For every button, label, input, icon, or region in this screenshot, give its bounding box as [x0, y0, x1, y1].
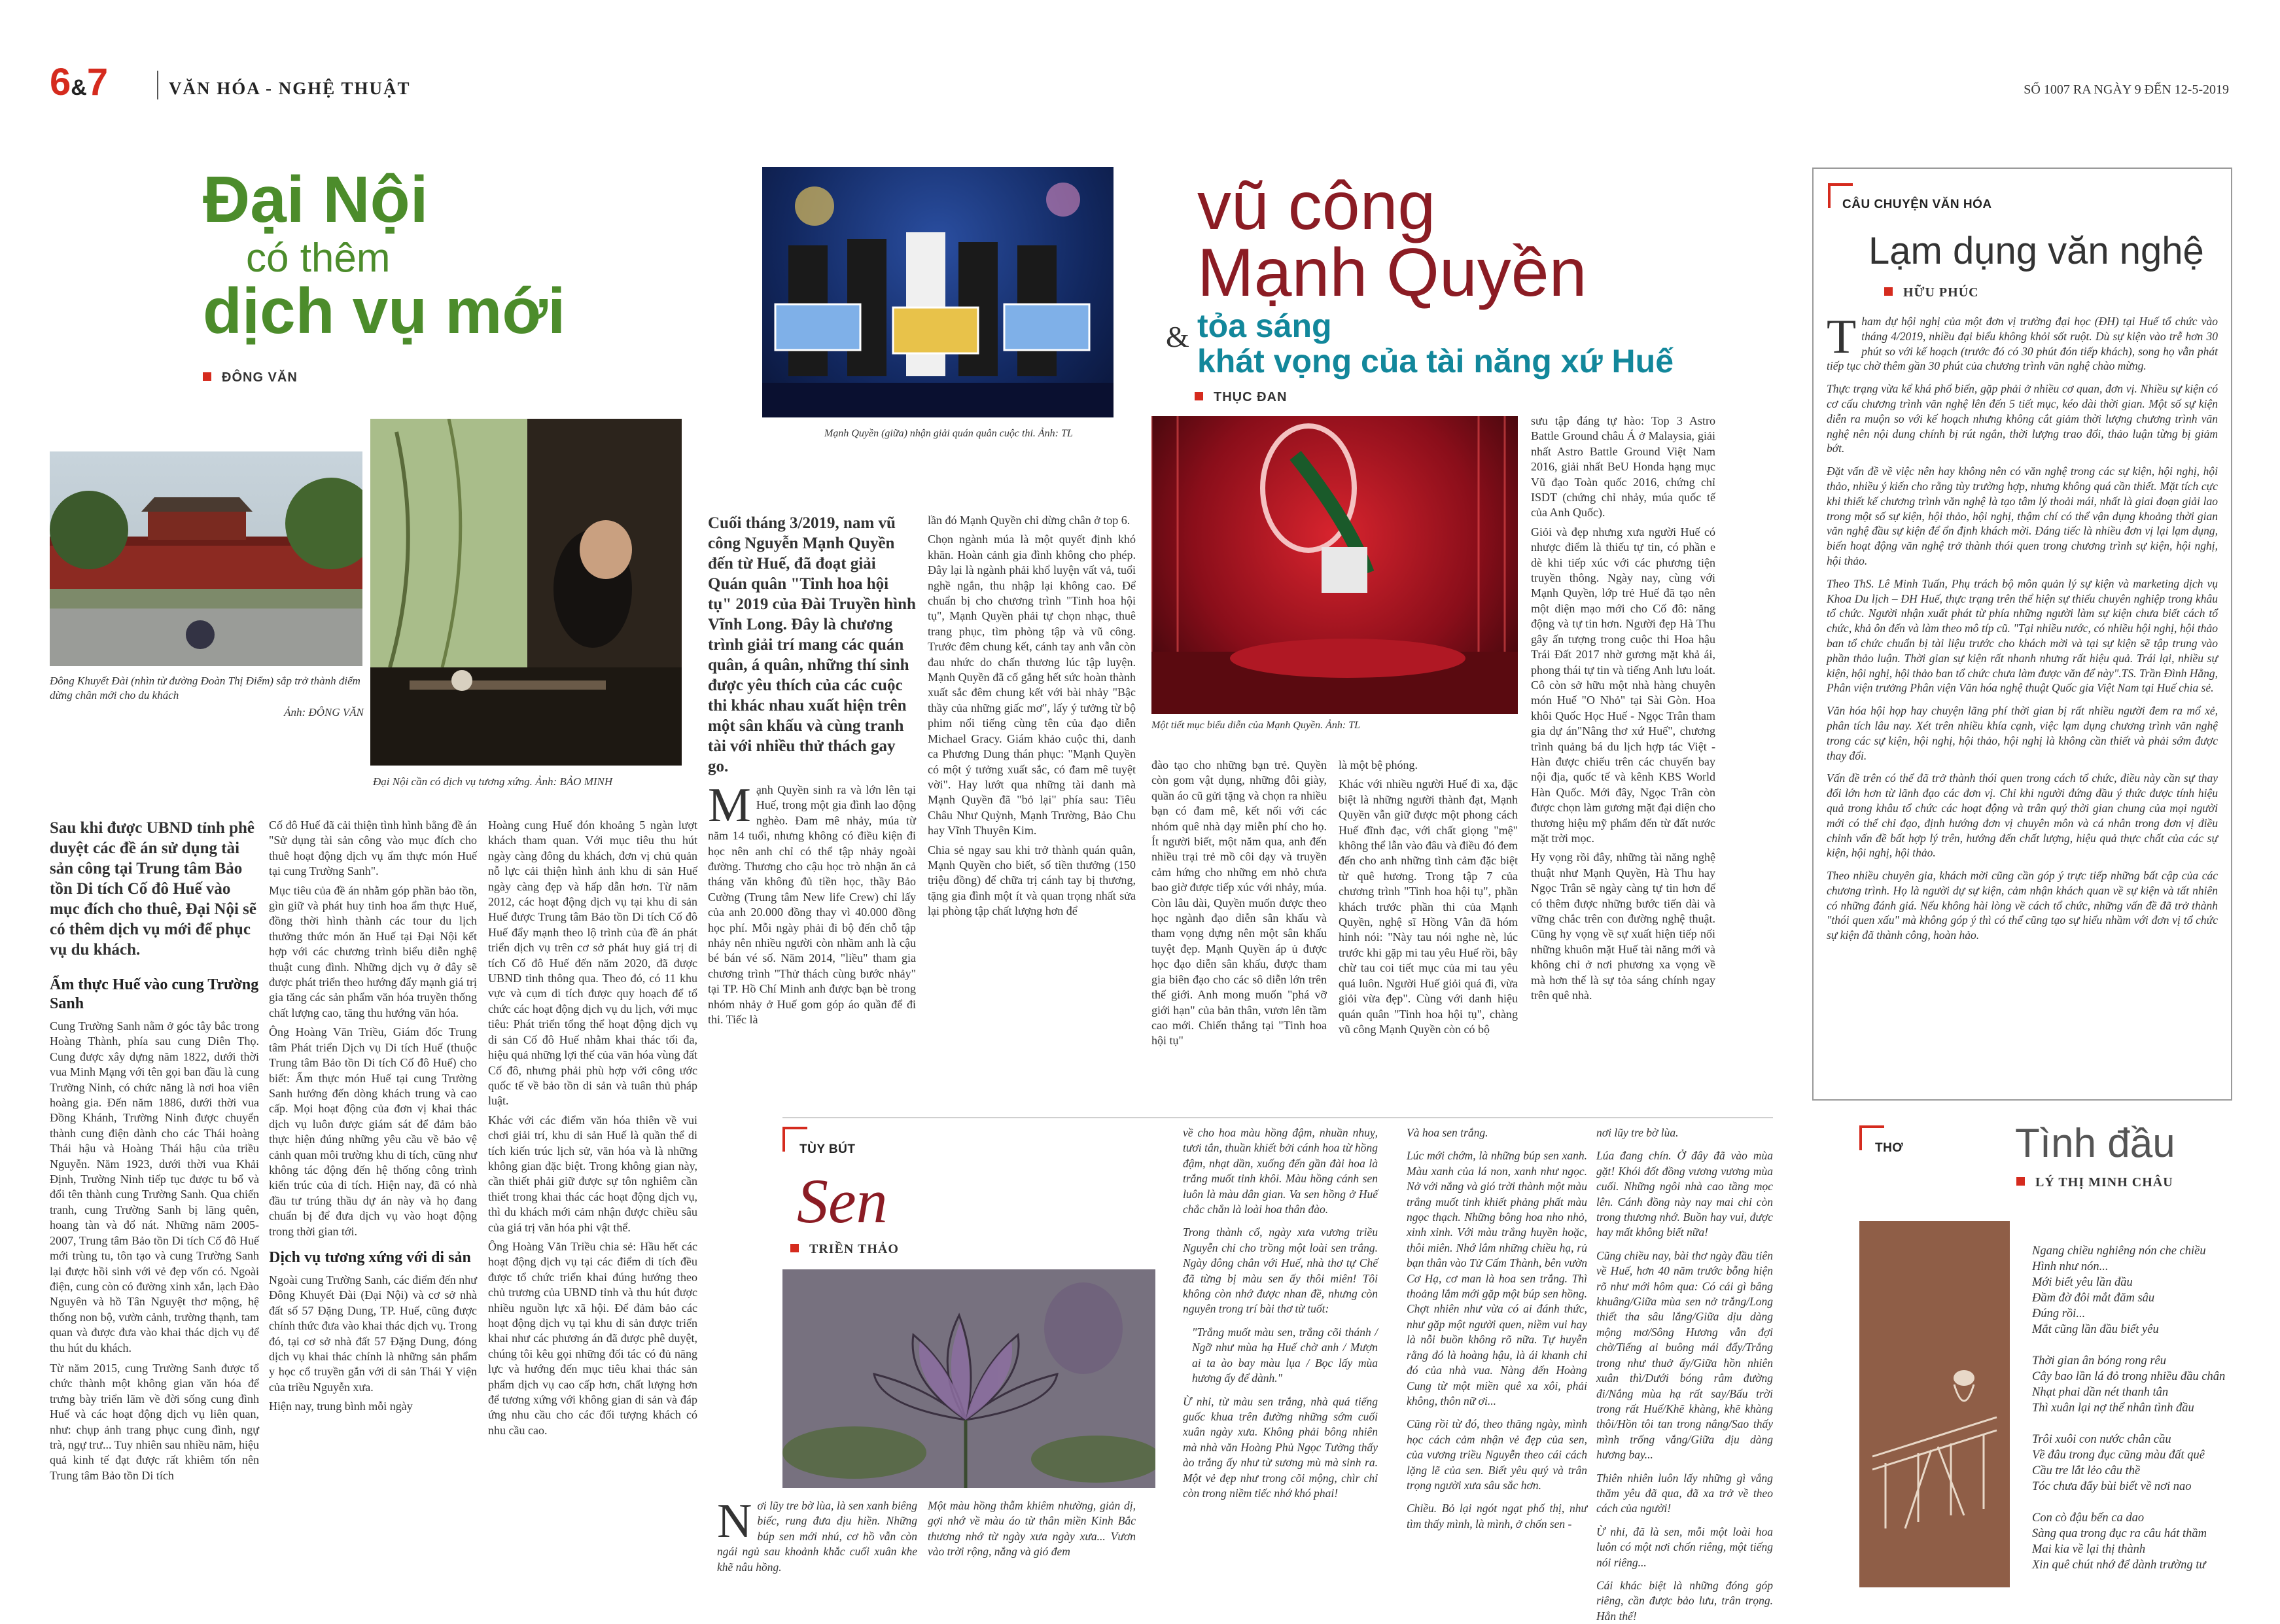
article1-col3-para2: Khác với các điểm văn hóa thiên về vui chơi giải trí, khu di sản Huế là quần thể di tích kiến trúc lịch sử, văn hóa và là những không gian đặc biệt. Trong không gian này, cần thiết phải giữ được sự tôn nghiêm cần thiết trong khai thác các hoạt động dịch vụ, thì du khách mới cảm nhận được chiều sâu của giá trị văn hóa phi vật thể.	[488, 1113, 697, 1234]
culture-box-para7: Theo nhiều chuyên gia, khách mời cũng cần góp ý trực tiếp những bất cập của các chương trình. Họ là người dự sự kiện, cảm nhận khách quan về sự kiện và tất nhiên có những đánh giá. Nếu không hài lòng về cách tổ chức, những vấn đề đã trở thành "thói quen xấu" mà không góp ý thì có thể cũng tạo sự hiểu nhầm với đơn vị tổ chức sự kiện đã thành công, hoàn hảo.	[1827, 869, 2218, 942]
article2-title-4: khát vọng của tài năng xứ Huế	[1197, 343, 1674, 380]
article2-col2-para3: Chia sẻ ngay sau khi trở thành quán quân, Mạnh Quyền cho biết, số tiền thưởng (150 triệu đồng) để chữa trị cánh tay bị thương, tặng gia đình một ít và quan trọng nhất sửa lại phòng tập chất lượng hơn để	[928, 843, 1136, 918]
article1-col3-para3: Ông Hoàng Văn Triều chia sẻ: Hầu hết các hoạt động dịch vụ tại các điểm di tích đều được tổ chức triển khai đúng hướng theo chủ trương của UBND tỉnh và thu hút được nhiều nguồn lực xã hội. Để đảm bảo các hoạt động dịch vụ tại khu di sản được triển khai như các phương án đã được phê duyệt, chúng tôi kêu gọi những đối tác có đủ năng lực và hướng đến mục tiêu khai thác sản phẩm dịch vụ cao cấp hơn, chất lượng hơn để tương xứng với không gian di sản và đáp ứng nhu cầu cho các đối tượng khách có nhu cầu cao.	[488, 1239, 697, 1437]
essay-column-2: Một màu hồng thẫm khiêm nhường, giản dị, gợi nhớ về màu áo từ thân miền Kinh Bắc thương nhớ từ ngày xưa ngày xưa... Vươn vào trời rộng, nắng và gió đem	[928, 1499, 1136, 1559]
article2-col2-para2: Chọn ngành múa là một quyết định khó khăn. Hoàn cảnh gia đình không cho phép. Đây lại là ngành phải khổ luyện vất vả, tuổi nghề ngắn, thu nhập lại không cao. Để chuẩn bị cho chương trình "Tinh hoa hội tụ", Mạnh Quyền phải tự chọn nhạc, thuê trang phục, tìm phòng tập và vũ công. Trước đêm chung kết, cánh tay anh vẫn còn đau nhức do chấn thương lúc tập luyện. Mạnh Quyền đã cố gắng hết sức hoàn thành xuất sắc đêm chung kết với bài nhảy "Bậc thầy của những giấc mơ", lấy ý tưởng từ bộ phim nổi tiếng cùng tên của đạo diễn Michael Gracy. Giám khảo cuộc thi, danh ca Phương Dung thán phục: "Mạnh Quyền có một ý tưởng xuất sắc, có đam mê tuyệt vời". Hay lướt qua những tài danh mà Mạnh Quyền đã "bỏ lại" phía sau: Tiêu Châu Như Quỳnh, Mạnh Trường, Bảo Chu hay Vĩnh Thuyên Kim.	[928, 533, 1136, 838]
article2-dropcap: M	[708, 779, 751, 832]
poem-line: Mới biết yêu lần đầu	[2032, 1276, 2133, 1289]
poem-stanza-2	[2032, 1353, 2228, 1416]
article1-author: ĐÔNG VĂN	[222, 370, 298, 385]
essay-column-1	[717, 1494, 917, 1575]
article2-col4-para2: Khác với nhiều người Huế đi xa, đặc biệt là những người thành đạt, Mạnh Quyền vẫn giữ được một phong cách Huế đĩnh đạc, với chất giọng "mệ" không thể lẫn vào đâu và điều đó đem đến cho anh những tình cảm đặc biệt từ quê hương. Trong tập 7 của chương trình "Tinh hoa hội tụ", phần khách trước phần thi của Mạnh Quyền, nghệ sĩ Hồng Vân đã hóm hỉnh nói: "Này tau nói nghe nè, lúc trước khi gặp mi tau yêu Huế rồi, bây chừ tau coi tiết mục của mi tau yêu quá luôn. Người Huế giỏi quá đi, vừa giỏi vừa đẹp". Cùng với danh hiệu quán quân "Tinh hoa hội tụ", chàng vũ công Mạnh Quyền còn có bộ	[1339, 777, 1518, 1036]
article2-column-2	[928, 513, 1136, 919]
essay-title: Sen	[797, 1166, 888, 1236]
photo-award-ceremony	[762, 167, 1114, 417]
article1-text	[50, 818, 750, 1590]
article2-column-5	[1531, 414, 1715, 1003]
essay-col3-para1: về cho hoa màu hồng đậm, nhuần nhuỵ, tươi tắn, thuần khiết bởi cánh hoa từ hồng đậm, nhạt dần, xuống đến gần đài hoa là trắng muốt tinh khôi. Màu hồng cánh sen luôn là màu dân gian. Va sen hồng ở Huế chắc chắn là loài hoa thân đào.	[1183, 1126, 1378, 1216]
essay-byline	[790, 1242, 899, 1257]
article1-column-1	[50, 818, 259, 1483]
culture-box-para4: Theo ThS. Lê Minh Tuấn, Phụ trách bộ môn quản lý sự kiện và marketing dịch vụ Khoa Du lịch – ĐH Huế, thực trạng trên thể hiện sự thiếu chuyên nghiệp trong khâu tổ chức. Người nhận xuất phát từ phía những người làm sự kiện chưa biết cách tổ chức, khả ôn đến và làm theo mô típ cũ. "Tại nhiều nước, có nhiều hội nghị, hội thảo ban tổ chức chuẩn bị tài liệu trước cho khách mời và tại sự kiện sẽ tập trung vào phần thảo luận. Thời gian sự kiện rất nhanh nhưng rất hiệu quả. Trái lại, nhiều sự kiện, hội nghị, hội thảo ban tổ chức chưa làm được văn để này".TS. Trần Đình Hằng, Phân viện trưởng Phân viện Văn hóa nghệ thuật Quốc gia Việt Nam tại Huế chia sẻ.	[1827, 576, 2218, 695]
culture-box-para6: Vấn đề trên có thể đã trở thành thói quen trong cách tổ chức, điều này cần sự thay đổi lớn hơn từ lãnh đạo các đơn vị. Chỉ khi người đứng đầu ý thức được tính hiệu quả trong khâu tổ chức các hoạt động và trân quý thời gian chung của mọi người mới có thể chỉ đạo, định hướng đơn vị chuyên môn và cá nhân trong đơn vị điều chỉnh vấn đề bất hợp lý trên, hướng đến chất lượng, hiệu quả thực chất của các sự kiện, hội nghị, hội thảo.	[1827, 771, 2218, 860]
essay-col3-poem: "Trắng muốt màu sen, trắng cõi thánh / Ngỡ như mùa hạ Huế chờ anh / Mượn ai ta ào bay màu lụa / Bọc lấy mùa hương ấy để dành."	[1192, 1325, 1378, 1385]
essay-col3-para3: Ừ nhỉ, từ màu sen trắng, nhà quá tiếng guốc khua trên đường những sớm cuối xuân ngày xưa. Không phải bông nhiên mà nhà văn Hoàng Phủ Ngọc Tường thấy ào trắng ấy như từ sương mù mà sinh ra. Một vẻ đẹp như trong cõi mộng, chìr chỉ còn trong niềm tiếc nhớ khó phai!	[1183, 1394, 1378, 1500]
article1-subhead-1: Ẩm thực Huế vào cung Trường Sanh	[50, 976, 259, 1012]
photo-dance-performance	[1151, 416, 1518, 714]
photo-dong-khuyet-dai	[50, 451, 362, 666]
photo-dance-performance-caption: Một tiết mục biểu diễn của Mạnh Quyền. Ảnh: TL	[1151, 720, 1361, 731]
culture-box-para1: ham dự hội nghị của một đơn vị trường đại học (ĐH) tại Huế tổ chức vào tháng 4/2019, nhiều đại biểu không khỏi sốt ruột. Dù sự kiện vào trễ hơn 30 phút so với kế hoạch (trước đó có 30 phút đón tiếp khách), song họ vẫn phát tiếp tục chờ thêm gần 30 phút của chương trình văn nghệ chào mừng.	[1827, 315, 2218, 373]
article2-col5-para2: Giỏi và đẹp nhưng xưa người Huế có nhược điểm là thiếu tự tin, có phần e dè khi tiếp xúc với các phương tiện truyền thông. Ngày nay, cùng với Mạnh Quyền, lớp trẻ Huế đã tạo nên một diện mạo mới cho Cố đô: năng động và tự tin hơn. Người đẹp Hà Thu gây ấn tượng trong cuộc thi Hoa hậu Trái Đất 2017 nhờ gương mặt khả ái, phong thái tự tin và tiếng Anh lưu loát. Cô còn sở hữu một nhà hàng chuyên món Huế "O Nhỏ" tại Sài Gòn. Hoa khôi Quốc Học Huế - Ngọc Trân tham gia dự án"Nâng thơ xứ Huế", chương trình quảng bá du lịch hợp tác Việt - Hàn được chiếu trên các chuyến bay nội địa, quốc tế và kênh KBS World Hàn Quốc. Mới đây, Ngọc Trân còn được chọn làm gương mặt đại diện cho thương hiệu mỹ phẩm đến từ đất nước mặt trời mọc.	[1531, 525, 1715, 845]
caption-credit: Ảnh: ĐÔNG VĂN	[284, 706, 364, 718]
poem-line: Trôi xuôi con nước chân cầu	[2032, 1433, 2171, 1446]
article1-byline	[203, 370, 298, 385]
culture-box-dropcap: T	[1827, 310, 1857, 364]
poem-stanza-1	[2032, 1243, 2228, 1337]
article2-col4-para1: là một bệ phóng.	[1339, 758, 1418, 771]
essay-author: TRIỀN THẢO	[809, 1242, 899, 1256]
byline-square-icon	[203, 372, 211, 381]
byline-square-icon	[1884, 287, 1893, 296]
article1-column-3	[488, 818, 697, 1438]
culture-box-tag: CÂU CHUYỆN VĂN HÓA	[1842, 198, 1992, 211]
article1-col2-para4: Ngoài cung Trường Sanh, các điểm đến như Đông Khuyết Đài (Đại Nội) và cơ sở nhà đất số 57 Đặng Dung, TP. Huế, cũng được chính thức đưa vào khai thác dịch vụ. Trong đó, tại cơ sở nhà đất 57 Đặng Dung, đóng dịch vụ khai thác chính là những sản phẩm y học cổ truyền gắn với di sản Thái Y viện của triều Nguyễn xưa.	[269, 1273, 477, 1394]
bridge-illustration	[1859, 1221, 2010, 1587]
poem-stanza-3	[2032, 1432, 2228, 1494]
article2-col5-para1: sưu tập đáng tự hào: Top 3 Astro Battle Ground châu Á ở Malaysia, giải nhất Astro Battle Ground Việt Nam 2016, giải nhất BeU Honda hạng mục Vũ đạo Toàn quốc 2016, chứng chỉ ISDT (chứng chỉ nhảy, múa quốc tế của Anh Quốc).	[1531, 414, 1715, 520]
article2-column-4	[1339, 758, 1518, 1037]
article2-byline	[1195, 390, 1287, 405]
article2-column-3: đào tạo cho những bạn trẻ. Quyền còn gom vật dụng, những đôi giày, quần áo cũ gửi tặng và chọn ra nhiều bạn có đam mê, kết nối với các nhóm quê nhà dạy miễn phí cho họ. Ít người biết, một năm qua, anh đến nhiều trại trẻ mồ côi dạy và truyền cảm hứng cho những em nhỏ chưa bao giờ được tiếp xúc với nhảy, múa. Còn lâu dài, Quyền muốn được theo học ngành đạo diễn sân khấu và tham vọng dựng nên một sân khấu tuyệt đẹp. Mạnh Quyền áp ủ được học đạo diễn sân khấu, được tham gia biên đạo cho các sô diễn lớn trên thế giới. Anh mong muốn "phá vỡ giới hạn" của bản thân, vươn lên tầm cao mới. Chiến thắng tại "Tinh hoa hội tụ"	[1151, 758, 1327, 1048]
poem-line: Cầu tre lắt lẻo câu thề	[2032, 1464, 2141, 1477]
poem-line: Mai kia về lại thị thành	[2032, 1543, 2146, 1556]
culture-box-para2: Thực trạng vừa kể khá phổ biến, gặp phải ở nhiều cơ quan, đơn vị. Nhiều sự kiện có cơ cấu chương trình văn nghệ lên đến 5 tiết mục, kéo dài thời gian. Một số sự kiện diễn ra muộn so với kế hoạch nhưng không cắt giảm thời lượng chương trình văn nghệ nên nội dung chính bị rút ngắn, thời lượng trao đổi, thảo luận từng bị giảm bớt.	[1827, 382, 2218, 455]
poem-line: Đúng rồi...	[2032, 1307, 2086, 1320]
article1-col2-para1: Cố đô Huế đã cải thiện tình hình bằng đề án "Sử dụng tài sản công vào mục đích cho thuê hoạt động dịch vụ ẩm thực món Huế tại cung Trường Sanh".	[269, 819, 477, 878]
poem-line: Cây bao lần lá đỏ trong nhiều đầu chân	[2032, 1370, 2226, 1383]
culture-box-para3: Đặt vấn đề về việc nên hay không nên có văn nghệ trong các sự kiện, hội nghị, hội thảo, nhiều ý kiến cho rằng tùy trường hợp, nhưng không quá cần thiết. Mặt tích cực khi thiết kế chương trình văn nghệ là tạo tâm lý thoải mái, nhất là giai đoạn giải lao trong một số sự kiện, hội thảo, hội nghị, thậm chí có thể vận dụng khoảng thời gian văn nghệ đầu sự kiện để ổn định khách mời. Đáng tiếc là nhiều đơn vị lại lạm dụng, biến hoạt động văn nghệ trở thành thói quen trong chương trình sự kiện, hội nghị, hội thảo.	[1827, 465, 2218, 567]
poem-line: Về đâu trong đục cũng màu đất quê	[2032, 1449, 2205, 1462]
page-number-a: 6	[50, 61, 71, 103]
poem-title: Tình đầu	[2015, 1121, 2175, 1166]
photo-dai-noi-service-caption: Đại Nội cần có dịch vụ tương xứng. Ảnh: BẢO MINH	[373, 775, 613, 788]
essay-column-5	[1596, 1125, 1773, 1624]
poem-line: Thì xuân lại nợ thể nhân tình đầu	[2032, 1402, 2194, 1415]
culture-box-para5: Văn hóa hội họp hay chuyện lãng phí thời gian bị rất nhiều người đem ra mổ xẻ, phân tích lâu nay. Xét trên nhiều khía cạnh, việc lạm dụng chương trình văn nghệ trong các sự kiện, hội nghị, hội thảo, hội nghị là không cần thiết và phải sớm được thay đổi.	[1827, 704, 2218, 762]
poem-line: Xin quê chút nhớ để dành trường tư	[2032, 1559, 2206, 1572]
article2-col5-para3: Hy vọng rồi đây, những tài năng nghệ thuật như Mạnh Quyền, Hà Thu hay Ngọc Trân sẽ ngày càng tự tin hơn để có thêm được những bước tiến dài và vững chắc trên con đường nghệ thuật. Cũng hy vọng về sự xuất hiện tiếp nối những khuôn mặt Huế tài năng mới và không chỉ ở nơi phương xa vọng về mà hơn thế là sự tỏa sáng chính ngay trên quê nhà.	[1531, 851, 1715, 1002]
lotus-illustration	[782, 1269, 1155, 1488]
poem-line: Con cò đậu bến ca dao	[2032, 1511, 2145, 1525]
article1-lead: Sau khi được UBND tỉnh phê duyệt các đề án sử dụng tài sản công tại Trung tâm Bảo tồn Di tích Cố đô Huế vào mục đích cho thuê, Đại Nội sẽ có thêm dịch vụ mới để phục vụ du khách.	[50, 819, 256, 959]
poem-line: Đầm đờ đôi mắt đăm sâu	[2032, 1292, 2155, 1305]
essay-col3-para2: Trong thành cổ, ngày xưa vương triều Nguyễn chỉ cho trồng một loài sen trắng. Ngày đông chân với Huế, nhà thơ tự Chế đã từng bị màu sen ấy thôi miên! Tôi không còn nhớ được nhan đề, nhưng còn nguyên trong trí bài thơ từ tuốt:	[1183, 1226, 1378, 1316]
issue-info: SỐ 1007 RA NGÀY 9 ĐẾN 12-5-2019	[2024, 82, 2229, 97]
essay-col5-para2: Lúa đang chín. Ở đây đã vào mùa gặt! Khói đốt đồng vương vương mùa cuối. Những ngôi nhà cao tầng mọc lên. Cánh đồng này nay mai chỉ còn trong thương nhớ. Buồn hay vui, được hay mất không biết nữa!	[1596, 1149, 1773, 1239]
section-title: VĂN HÓA - NGHỆ THUẬT	[169, 79, 411, 98]
dance-performance-illustration	[1151, 416, 1518, 714]
poem-line: Ngang chiều nghiêng nón che chiều	[2032, 1244, 2206, 1258]
byline-square-icon	[2016, 1177, 2025, 1186]
poem-line: Mắt cũng lần đầu biết yêu	[2032, 1323, 2159, 1336]
article2-lead: Cuối tháng 3/2019, nam vũ công Nguyễn Mạnh Quyền đến từ Huế, đã đoạt giải Quán quân "Tinh hoa hội tụ" 2019 của Đài Truyền hình Vĩnh Long. Đây là chương trình giải trí mang các quán quân, á quân, những thí sinh được yêu thích của các cuộc thi khác nhau xuất hiện trên một sân khấu và cùng tranh tài với nhiều thử thách gay go.	[708, 514, 916, 775]
byline-square-icon	[790, 1244, 799, 1252]
poem-line: Hình như nón...	[2032, 1260, 2109, 1273]
article1-col2-para2: Mục tiêu của đề án nhằm góp phần bảo tồn, gìn giữ và phát huy tinh hoa ẩm thực Huế, đồng thời hình thành các tour du lịch thưởng thức món ăn Huế tại Đại Nội kết hợp với các chương trình biểu diễn nghệ thuật cung đình. Những dịch vụ ở đây sẽ được phát triển theo hướng đẩy mạnh giá trị gia tăng các sản phẩm văn hóa truyền thống chất lượng cao, tăng thu hướng văn hóa.	[269, 883, 477, 1019]
essay-col5-para3: Cũng chiều nay, bài thơ ngày đầu tiên về Huế, hơn 40 năm trước bỗng hiện rõ như mới hôm qua: Có cái gì bâng khuâng/Giữa mùa sen nở trắng/Long thiết tha sâu lắng/Giữa dịu dàng mộng mơ/Sông Hương vẫn đợi chờ/Tiếng ai buông mái đẩy/Trắng trong như thuở ấy/Giữa hồn nhiên xuân thì/Dưới bóng râm đường đi/Nắng mùa hạ rất say/Bấu trời trong rất Huế/Khẽ khàng, khẽ khàng thôi/Hồn tôi tan trong nắng/Sao thấy mình trống vắng/Giữa dịu dàng hương bay...	[1596, 1248, 1773, 1462]
essay-col1-para: ơi lũy tre bờ lùa, là sen xanh biêng biếc, rung đưa dịu hiền. Những búp sen mới nhú, cơ hồ vẫn còn ngái ngủ sau khoảnh khắc cuối xuân khe khẽ nâu hồng.	[717, 1499, 917, 1574]
culture-box	[1812, 168, 2232, 1101]
article1-column-2	[269, 818, 477, 1415]
article2-col2-para1: lần đó Mạnh Quyền chỉ dừng chân ở top 6.	[928, 514, 1131, 527]
article1-col3-para1: Hoàng cung Huế đón khoảng 5 ngàn lượt khách tham quan. Với mục tiêu thu hút ngày càng đông du khách, đơn vị chủ quản nỗ lực cải thiện hình ảnh khu di sản Huế ngày càng đẹp và hấp dẫn hơn. Từ năm 2012, các hoạt động dịch vụ tại khu di sản Huế được Trung tâm Bảo tồn Di tích Cố đô Huế đẩy mạnh theo lộ trình của đề án phát triển dịch vụ trên cơ sở phát huy giá trị di tích Cố đô Huế đến năm 2020, đã được UBND tỉnh thông qua. Theo đó, có 11 khu vực và cụm di tích được quy hoạch để tổ chức các hoạt động dịch vụ du lịch, với mục tiêu: Phát triển tổng thể hoạt động dịch vụ di sản Cố đô Huế nhằm khai thác tối đa, hiệu quả những lợi thế của văn hóa vùng đất Cố đô, nhưng phải phù hợp với công ước quốc tế về bảo tồn di sản và tuân thủ pháp luật.	[488, 819, 697, 1108]
article2-col1-para: ạnh Quyền sinh ra và lớn lên tại Huế, trong một gia đình lao động nghèo. Đam mê nhảy, múa từ năm 14 tuổi, nhưng không có điều kiện đi học nên anh chỉ có thể tập nhảy ngoài đường. Thương cho cậu học trò nhận ăn cả tháng văn không đủ tiền học, thầy Bảo Cường (Trung tâm New life Crew) chỉ lấy của anh 20.000 đồng thay vì 40.000 đồng học phí. Mỗi ngày phải đi bộ đến chỗ tập nhảy nên nhiều người còn nhầm anh là cậu bé bán vé số. Năm 2014, "liều" tham gia chương trình "Thử thách cùng bước nhảy" tại TP. Hồ Chí Minh anh được bạn bè trong nhóm nhảy ở Huế gom góp áo quần để đi thi. Tiếc là	[708, 783, 916, 1027]
caption-text: Đông Khuyết Đài (nhìn từ đường Đoàn Thị Điểm) sắp trở thành điểm dừng chân mới cho du khách	[50, 675, 360, 701]
photo-dai-noi-service	[370, 419, 682, 766]
article1-title-1: Đại Nội	[203, 163, 429, 236]
page-number-b: 7	[86, 61, 109, 103]
poem-stanza-4	[2032, 1510, 2228, 1573]
essay-col5-para4: Thiên nhiên luôn lấy những gì vắng thăm yêu đã qua, đã xa trở về theo cách của người!	[1596, 1471, 1773, 1515]
bridge-drawing	[1859, 1221, 2010, 1587]
essay-col4-para4: Chiều. Bỏ lại ngót ngạt phố thị, như tìm thấy mình, là mình, ở chốn sen -	[1407, 1502, 1587, 1530]
lotus-drawing	[782, 1269, 1155, 1488]
culture-box-title: Lạm dụng văn nghệ	[1868, 230, 2204, 272]
poem-line: Nhạt phai dần nét thanh tân	[2032, 1386, 2169, 1399]
essay-col5-para5: Ừ nhỉ, đã là sen, mỗi một loài hoa luôn có một nơi chốn riêng, một tiếng nói riêng...	[1596, 1525, 1773, 1569]
essay-column-3	[1183, 1125, 1378, 1501]
photo-award-ceremony-caption: Mạnh Quyền (giữa) nhận giải quán quân cuộc thi. Ảnh: TL	[824, 428, 1073, 439]
article2-title-1: vũ công	[1197, 168, 1436, 244]
header-divider	[157, 71, 158, 99]
photo-dong-khuyet-dai-caption	[50, 674, 364, 720]
essay-dropcap: N	[717, 1494, 752, 1548]
article2-title-3: tỏa sáng	[1197, 308, 1332, 344]
article2-column-1	[708, 779, 916, 1028]
essay-col5-para1: nơi lũy tre bờ lùa.	[1596, 1126, 1679, 1139]
culture-box-byline	[1884, 285, 1979, 300]
article2-title-amp: &	[1166, 320, 1189, 353]
poem-byline	[2016, 1175, 2173, 1190]
poem-line: Tóc chưa đẩy bùi biết về nơi nao	[2032, 1480, 2192, 1493]
article1-title-2: có thêm	[246, 236, 391, 281]
article1-col2-para5: Hiện nay, trung bình mỗi ngày	[269, 1400, 413, 1413]
essay-tag: TÙY BÚT	[799, 1142, 856, 1156]
essay-col5-para6: Cái khác biệt là những đóng góp riêng, cần được bảo lưu, trân trọng. Hẳn thế!	[1596, 1578, 1773, 1623]
poem-line: Thời gian ân bóng rong rêu	[2032, 1354, 2166, 1368]
poem-tag: THƠ	[1875, 1141, 1904, 1155]
culture-box-body	[1827, 310, 2218, 943]
poem-author: LÝ THỊ MINH CHÂU	[2035, 1175, 2173, 1190]
essay-col4-para3: Cũng rồi từ đó, theo thăng ngày, mình học cách cảm nhận vẻ đẹp của sen, của vương triều Nguyễn theo cái cách lặng lẽ của sen. Biết yêu quý và trân trọng người xưa sâu sắc hơn.	[1407, 1417, 1587, 1492]
dong-khuyet-dai-illustration	[50, 451, 362, 666]
poem-line: Sàng qua trong đục ra câu hát thầm	[2032, 1527, 2207, 1540]
essay-column-4	[1407, 1125, 1587, 1532]
article1-col1-para1: Cung Trường Sanh nằm ở góc tây bắc trong Hoàng Thành, phía sau cung Diên Thọ. Cung được xây dựng năm 1822, dưới thời vua Minh Mạng với tên gọi ban đầu là cung Trường Ninh, có chức năng là nơi hoa viên hoàng gia. Đến năm 1886, dưới thời vua Đồng Khánh, Trường Ninh được chuyển thành cung điện dành cho các Thái hoàng Thái hậu và Hoàng Thái hậu của triều Nguyễn. Năm 1923, dưới thời vua Khải Định, Trường Ninh tiếp tục được tu bổ và đổi tên thành cung Trường Sanh. Qua chiến tranh, cung Trường Sanh bị lãng quên, hoang tàn và đổ nát. Những năm 2005-2007, Trung tâm Bảo tồn Di tích Cố đô Huế mới trùng tu, tôn tạo và cung Trường Sanh lại được hồi sinh với vẻ đẹp vốn có. Ngoài điện, cung còn có đường xinh xắn, lạch Đào Nguyên và hồ Tân Nguyệt thơ mộng, hệ thống non bộ, vườn cảnh, trường thạnh, tam quan và được đưa vào khai thác dịch vụ để thu hút du khách.	[50, 1019, 259, 1354]
page-number-amp: &	[71, 75, 87, 100]
article1-col1-para2: Từ năm 2015, cung Trường Sanh được tổ chức thành một không gian văn hóa để trưng bày triển lãm về đời sống cung đình Huế và các hoạt động dịch vụ liên quan, như: chụp ảnh trang phục cung đình, ngự trà, ngự trư... Tuy nhiên sau nhiều năm, hiệu quả kinh tế đạt được rất khiêm tốn nên Trung tâm Bảo tồn Di tích	[50, 1361, 259, 1482]
byline-square-icon	[1195, 392, 1203, 400]
dai-noi-service-illustration	[370, 419, 682, 766]
article2-author: THỤC ĐAN	[1214, 390, 1288, 404]
essay-col4-para1: Và hoa sen trắng.	[1407, 1126, 1488, 1139]
article2-title-2: Mạnh Quyền	[1197, 235, 1587, 311]
article1-col2-para3: Ông Hoàng Văn Triều, Giám đốc Trung tâm Phát triển Dịch vụ Di tích Huế (thuộc Trung tâm Bảo tồn Di tích Cố đô Huế) cho biết: Ẩm thực món Huế tại cung Trường Sanh hướng đến dòng khách trung và cao cấp. Mọi hoạt động của đơn vị khai thác dịch vụ luôn được giám sát để đảm bảo thực hiện đúng những yêu cầu về bảo vệ cảnh quan môi trường khu di tích, cũng như không tác động đến hệ thống công trình kiến trúc của di tích. Hiện nay, đã có nhà đầu tư trúng thầu dự án này và họ đang chuẩn bị để đưa dịch vụ vào hoạt động trong thời gian tới.	[269, 1025, 477, 1238]
poem-body	[2032, 1243, 2228, 1573]
page-number	[50, 60, 108, 104]
article1-subhead-2: Dịch vụ tương xứng với di sản	[269, 1248, 471, 1266]
culture-box-author: HỮU PHÚC	[1903, 285, 1979, 300]
essay-col4-para2: Lúc mới chớm, là những búp sen xanh. Màu xanh của lá non, xanh như ngọc. Nở với nắng và gió trời thành một màu trắng muốt tinh khiết phảng phất màu ngọc thạch. Những bông hoa nho nhỏ, xinh xinh. Với màu trắng huyền hoặc, thôi miên. Nhớ lắm những chiều hạ, rủ bạn thân vào Tử Cấm Thành, bên vườn Cơ Hạ, cơ man là hoa sen trắng. Thì thoảng lắm mới gặp một búp sen hồng. Chợt nhiên như vừa có ai đánh thức, như gặp một người quen, niềm vui hay là nỗi buồn không rõ nữa. Tự huyễn rằng đó là hoàng hậu, là ái khanh chỉ đó của nhà vua. Nàng đến Hoàng Cung từ một miền quê xa xôi, phải không, thôn nữ ơi...	[1407, 1149, 1587, 1407]
award-ceremony-illustration	[762, 167, 1114, 417]
article1-title-3: dịch vụ mới	[203, 275, 566, 347]
